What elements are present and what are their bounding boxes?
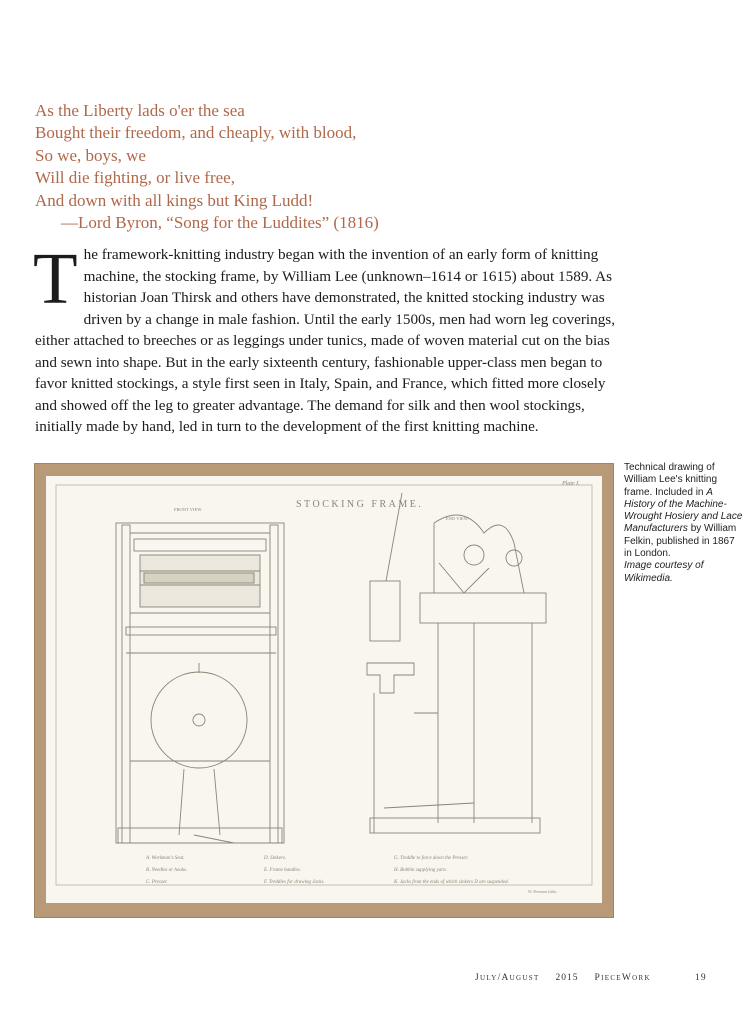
- front-view-drawing: [116, 523, 284, 843]
- stocking-frame-drawing: [34, 463, 614, 918]
- poem-line: So we, boys, we: [35, 145, 146, 165]
- engraver-credit: W. Newman Litho.: [528, 889, 558, 894]
- issue-year: 2015: [555, 973, 579, 983]
- legend-item: F. Treddles for drawing Jacks.: [264, 880, 325, 885]
- page-number: 19: [694, 973, 707, 983]
- poem-line: As the Liberty lads o'er the sea: [35, 101, 245, 120]
- legend-item: A. Workman's Seat.: [146, 856, 185, 861]
- page-footer: [475, 973, 715, 983]
- stocking-frame-figure: [34, 463, 614, 918]
- article-paragraph: [33, 238, 620, 438]
- caption-credit: Image courtesy of Wikimedia.: [624, 560, 704, 584]
- drop-cap: T: [33, 238, 78, 319]
- legend-item: D. Sinkers.: [264, 856, 287, 861]
- caption-text-2: by William Felkin, published in 1867 in London.: [624, 523, 737, 560]
- legend-item: K. Jacks from the ends of which sinkers D are suspended.: [394, 880, 509, 885]
- plate-border: [56, 485, 592, 885]
- poem-line: Will die fighting, or live free,: [35, 168, 235, 188]
- legend-item: B. Needles or hooks.: [146, 868, 188, 873]
- caption-text: Technical drawing of William Lee's knitting frame. Included in: [624, 462, 718, 498]
- plate-number: Plate I.: [562, 481, 580, 487]
- legend-item: G. Treddle to force down the Presser.: [394, 856, 469, 861]
- figure-caption: [624, 462, 744, 585]
- caption-book-title: A History of the Machine-Wrought Hosiery and Lace Manufacturers: [624, 486, 743, 535]
- drawing-legend: [145, 856, 509, 885]
- legend-item: C. Presser.: [146, 880, 168, 885]
- legend-item: H. Bobbin supplying yarn.: [394, 868, 447, 873]
- end-view-drawing: [367, 493, 546, 833]
- poem-attribution: —Lord Byron, “Song for the Luddites” (1816): [61, 213, 379, 233]
- paragraph-text: he framework-knitting industry began with the invention of an early form of knitting machine, the stocking frame, by William Lee (unknown–1614 or 1615) about 1589. As historian Joan Thirsk and others have demonstrated, the knitted stocking industry was driven by a change in male fashion. Until the early 1500s, men had worn leg coverings, either attached to breeches or as leggings under tunics, made of woven material cut on the bias and sewn into shape. But in the early sixteenth century, fashionable upper-class men began to favor knitted stockings, a style first seen in Italy, Spain, and France, which fitted more closely and showed off the leg to greater advantage. The demand for silk and then wool stockings, initially made by hand, led in turn to the development of the first knitting machine.: [35, 246, 616, 435]
- front-view-label: FRONT VIEW.: [174, 507, 203, 512]
- end-view-label: END VIEW.: [446, 516, 469, 521]
- poem-line: And down with all kings but King Ludd!: [35, 190, 314, 210]
- poem-line: Bought their freedom, and cheaply, with blood,: [35, 123, 357, 143]
- epigraph-poem: [35, 100, 555, 234]
- magazine-name: PieceWork: [594, 973, 651, 983]
- issue-date: July/August: [475, 973, 540, 983]
- plate-title: STOCKING FRAME.: [296, 499, 424, 510]
- legend-item: E. Frame handles.: [264, 868, 301, 873]
